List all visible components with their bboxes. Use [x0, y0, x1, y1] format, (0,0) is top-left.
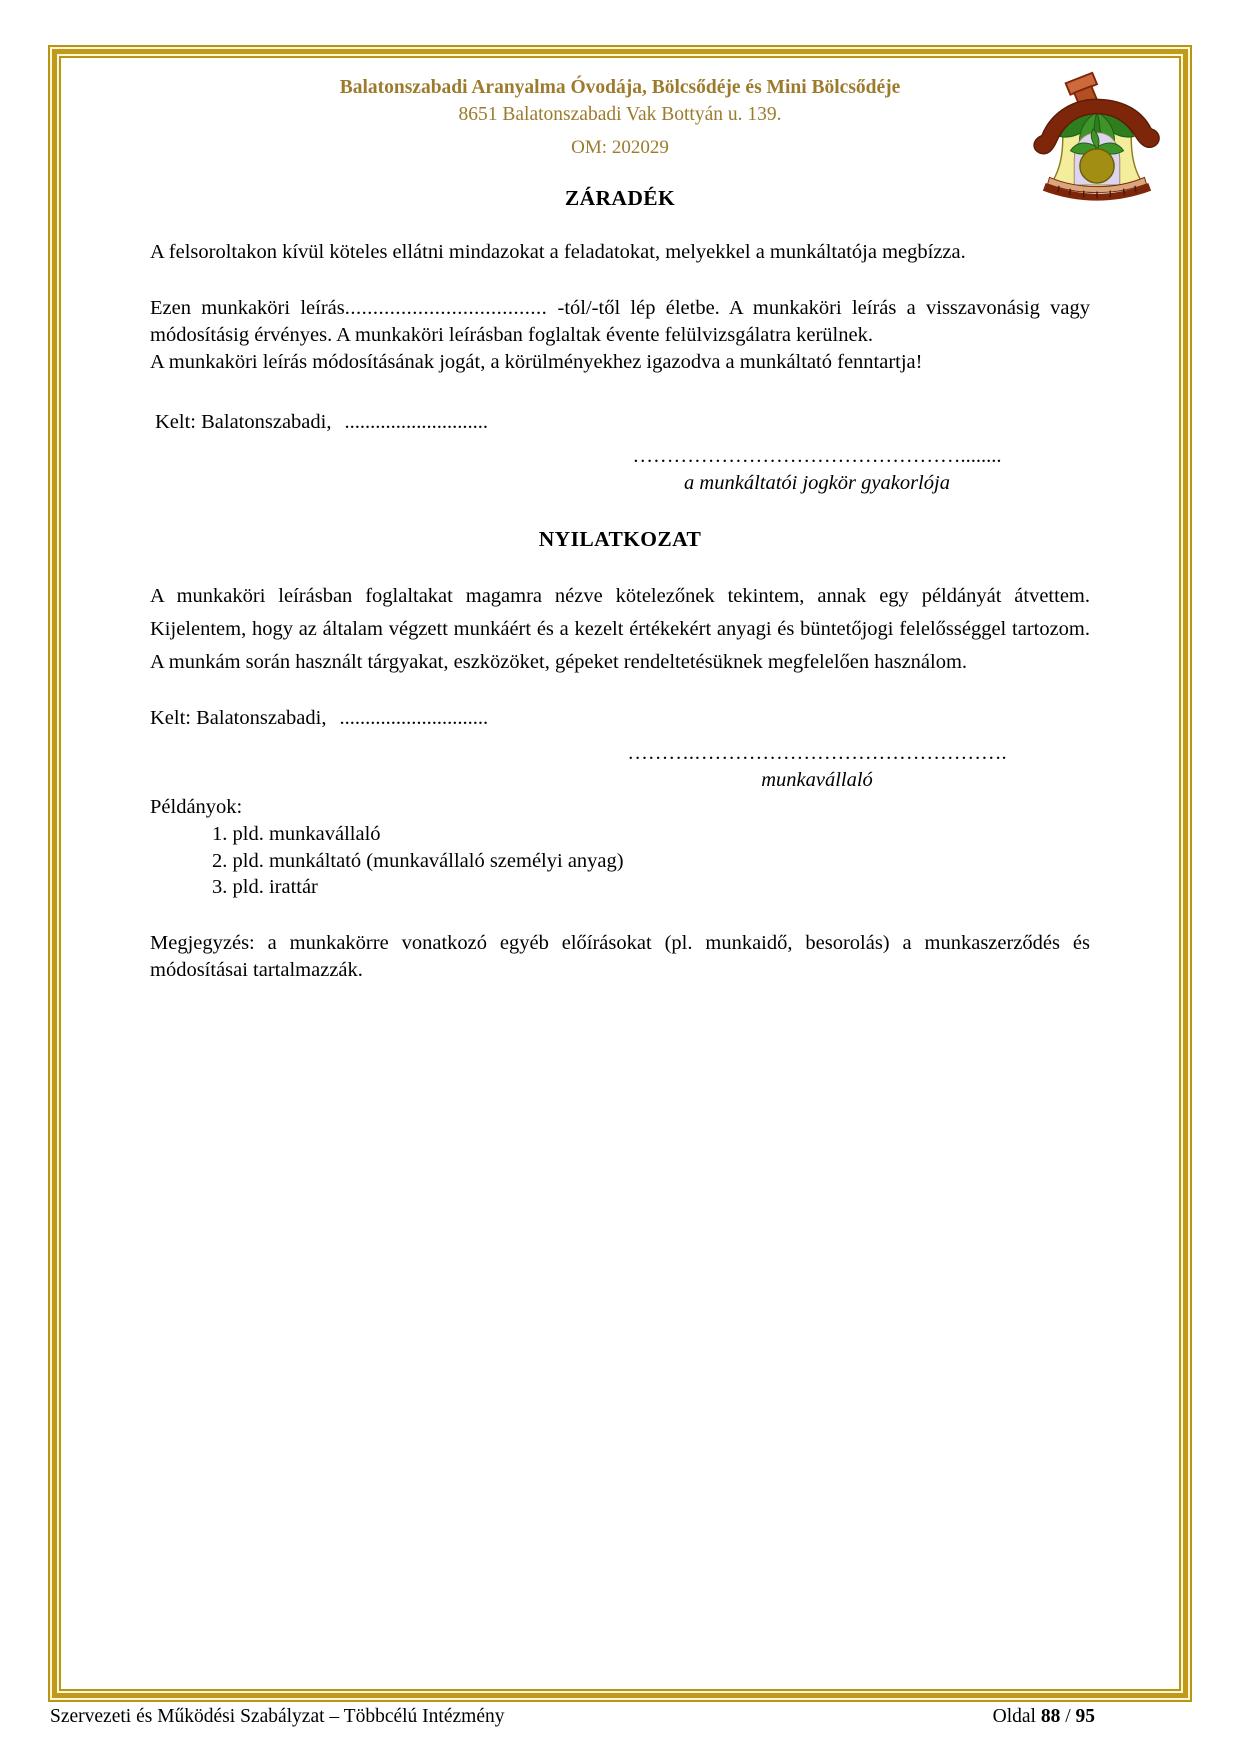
page-separator: / — [1065, 1706, 1071, 1727]
decorative-border — [48, 45, 1192, 1702]
list-item: 1. pld. munkavállaló — [212, 823, 381, 845]
zaradek-p2-lead: Ezen munkaköri leírás — [150, 297, 345, 319]
decorative-border-mid — [52, 49, 1188, 1698]
nyilatkozat-paragraph: A munkaköri leírásban foglaltakat magamra nézve kötelezőnek tekintem, annak egy példányát átvettem. Kijelentem, hogy az általam végzett munkáért és a kezelt értékekért anyagi és büntetőjogi felelősséggel tartozom. A munkám során használt tárgyakat, eszközöket, gépeket rendeltetésüknek megfelelően használom. — [150, 585, 1090, 673]
employer-signature-block — [591, 443, 1043, 496]
document-header — [150, 76, 1090, 159]
copies-list — [150, 821, 1090, 901]
signature-role: munkavállaló — [761, 769, 873, 791]
page-footer — [50, 1705, 1095, 1729]
zaradek-paragraph-1: A felsoroltakon kívül köteles ellátni mindazokat a feladatokat, melyekkel a munkáltatója megbízza. — [150, 241, 966, 263]
section-title-zaradek: ZÁRADÉK — [564, 186, 676, 210]
page-total: 95 — [1075, 1706, 1095, 1727]
page-label: Oldal — [992, 1706, 1036, 1727]
page-current: 88 — [1040, 1706, 1061, 1727]
zaradek-paragraph-2 — [150, 295, 1090, 349]
list-item: 3. pld. irattár — [212, 876, 318, 898]
decorative-border-inner — [59, 56, 1181, 1691]
copies-label: Példányok: — [150, 796, 243, 818]
document-body — [61, 58, 1179, 984]
date-dotted-blank: ............................ — [344, 411, 488, 433]
zaradek-p2-rest: -tól/-től lép életbe. A munkaköri leírás a visszavonásig vagy módosításig érvényes. A munkaköri leírásban foglaltak évente felülvizsgálatra kerülnek. — [150, 297, 1090, 346]
employee-signature-block — [591, 740, 1043, 793]
section-title-nyilatkozat: NYILATKOZAT — [538, 527, 702, 551]
dotted-blank-inline: .................................... — [344, 297, 548, 319]
signature-role: a munkáltatói jogkör gyakorlója — [684, 472, 950, 494]
date-dotted-blank: ............................. — [339, 707, 489, 729]
list-item: 2. pld. munkáltató (munkavállaló személyi anyag) — [212, 849, 624, 872]
date-label: Kelt: Balatonszabadi, — [155, 411, 332, 433]
signature-dotted-line: ……….………………………………………. — [627, 742, 1007, 764]
om-number: OM: 202029 — [571, 137, 669, 158]
institution-address: 8651 Balatonszabadi Vak Bottyán u. 139. — [458, 104, 782, 125]
note-paragraph: Megjegyzés: a munkakörre vonatkozó egyéb előírásokat (pl. munkaidő, besorolás) a munkaszerződés és módosításai tartalmazzák. — [150, 931, 1090, 981]
nyilatkozat-date-line — [150, 705, 1090, 732]
institution-name: Balatonszabadi Aranyalma Óvodája, Bölcsődéje és Mini Bölcsődéje — [339, 77, 901, 98]
kindergarten-logo-icon — [1021, 70, 1173, 203]
date-label: Kelt: Balatonszabadi, — [150, 707, 327, 729]
zaradek-paragraph-3: A munkaköri leírás módosításának jogát, a körülményekhez igazodva a munkáltató fenntartja! — [150, 351, 923, 373]
footer-document-title: Szervezeti és Működési Szabályzat – Többcélú Intézmény — [50, 1706, 505, 1727]
page-number — [993, 1705, 1095, 1729]
signature-dotted-line: …………………………………………........ — [632, 445, 1002, 467]
zaradek-date-line — [150, 409, 1090, 436]
